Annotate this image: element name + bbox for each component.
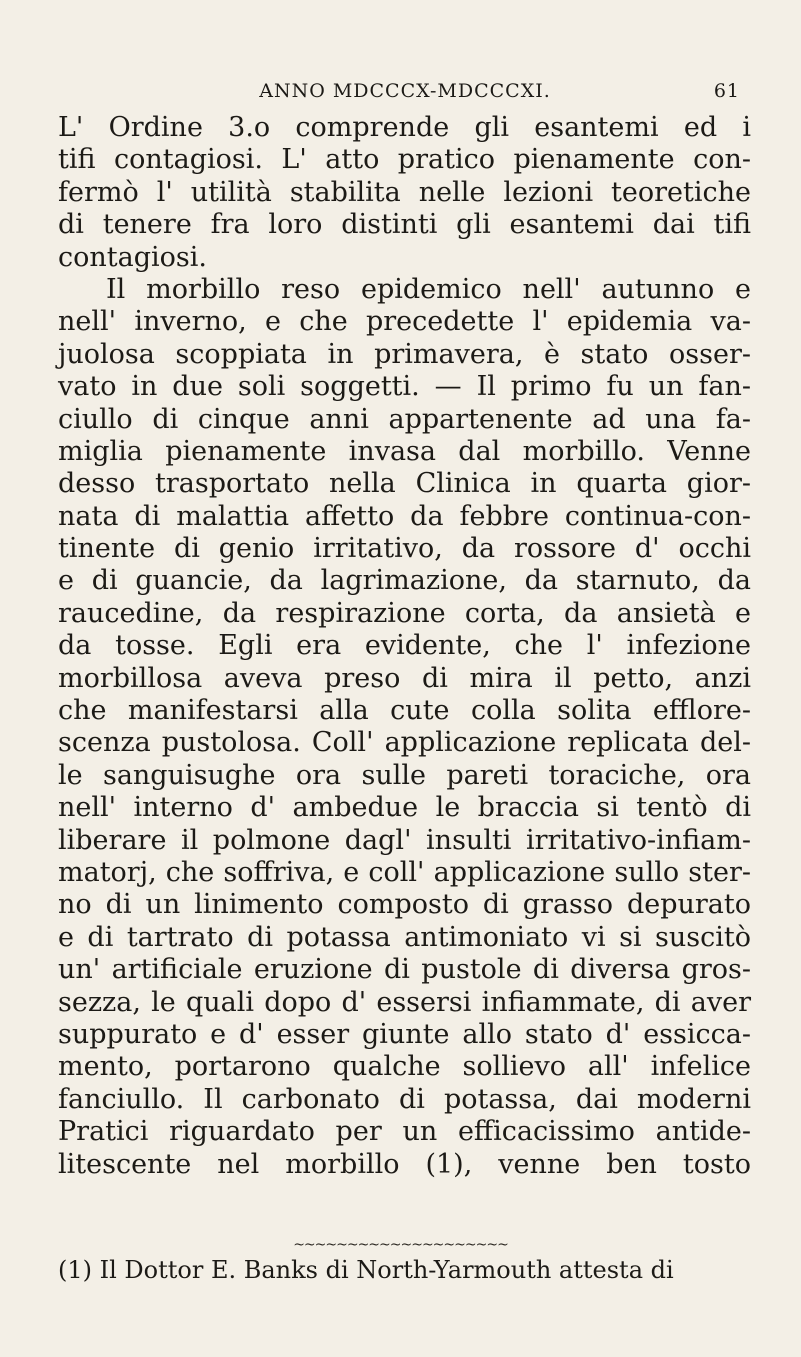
text-line: sezza, le quali dopo d' essersi infiammate, di aver [58, 986, 751, 1018]
text-line: L' Ordine 3.o comprende gli esantemi ed i [58, 112, 751, 143]
text-line: tinente di genio irritativo, da rossore d' occhi [58, 533, 751, 565]
text-line: desso trasportato nella Clinica in quarta gior- [58, 468, 751, 500]
text-line: miglia pienamente invasa dal morbillo. Venne [58, 435, 751, 467]
text-line: fermò l' utilità stabilita nelle lezioni teoretiche [58, 176, 751, 208]
text-line: scenza pustolosa. Coll' applicazione replicata del- [58, 727, 751, 759]
running-title: ANNO MDCCCX-MDCCCXI. [259, 80, 551, 102]
footnote: (1) Il Dottor E. Banks di North-Yarmouth attesta di [58, 1256, 674, 1284]
text-line: liberare il polmone dagl' insulti irritativo-infiam- [58, 824, 751, 856]
text-line: un' artificiale eruzione di pustole di diversa gros- [58, 954, 751, 986]
page-number: 61 [713, 80, 740, 102]
text-line: contagiosi. [58, 241, 207, 273]
body-text [58, 112, 751, 1181]
running-header [60, 80, 750, 102]
text-line: Pratici riguardato per un efficacissimo antide- [58, 1116, 751, 1148]
text-line: nell' interno d' ambedue le braccia si tentò di [58, 792, 751, 824]
text-line: fanciullo. Il carbonato di potassa, dai moderni [58, 1083, 751, 1115]
text-line: Il morbillo reso epidemico nell' autunno e [106, 273, 751, 305]
text-line: tifi contagiosi. L' atto pratico pienamente con- [58, 144, 751, 176]
text-line: morbillosa aveva preso di mira il petto, anzi [58, 662, 751, 694]
text-line: matorj, che soffriva, e coll' applicazione sullo ster- [58, 856, 751, 888]
text-line: da tosse. Egli era evidente, che l' infezione [58, 630, 751, 662]
text-line: e di tartrato di potassa antimoniato vi si suscitò [58, 921, 751, 953]
text-line: suppurato e d' esser giunte allo stato d' essicca- [58, 1018, 751, 1050]
footnote-ornament: ~~~~~~~~~~~~~~~~~~~~ [293, 1237, 508, 1253]
text-line: litescente nel morbillo (1), venne ben tosto [58, 1148, 751, 1180]
text-line: no di un linimento composto di grasso depurato [58, 889, 751, 921]
text-line: juolosa scoppiata in primavera, è stato osser- [58, 338, 751, 370]
text-line: che manifestarsi alla cute colla solita efflore- [58, 695, 751, 727]
text-line: ciullo di cinque anni appartenente ad una fa- [58, 403, 751, 435]
text-line: nata di malattia affetto da febbre continua-con- [58, 500, 751, 532]
text-line: nell' inverno, e che precedette l' epidemia va- [58, 306, 751, 338]
text-line: le sanguisughe ora sulle pareti toraciche, ora [58, 759, 751, 791]
text-line: raucedine, da respirazione corta, da ansietà e [58, 597, 751, 629]
text-line: e di guancie, da lagrimazione, da starnuto, da [58, 565, 751, 597]
text-line: vato in due soli soggetti. — Il primo fu un fan- [58, 371, 751, 403]
text-line: di tenere fra loro distinti gli esantemi dai tifi [58, 209, 751, 241]
text-line: mento, portarono qualche sollievo all' infelice [58, 1051, 751, 1083]
